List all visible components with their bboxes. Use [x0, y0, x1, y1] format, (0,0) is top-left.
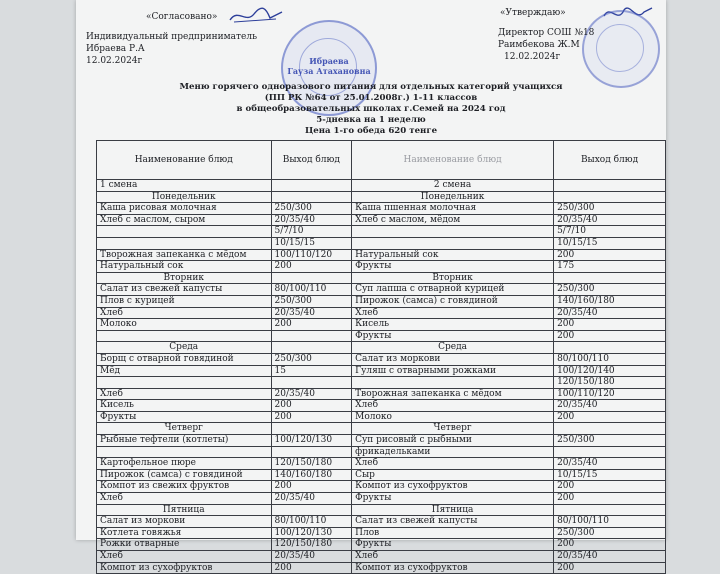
left-dish: Кисель: [97, 400, 272, 412]
right-dish: фрикадельками: [352, 446, 554, 458]
table-row: [97, 237, 666, 249]
right-yield: 5/7/10: [554, 226, 666, 238]
table-row: [97, 481, 666, 493]
right-dish: Четверг: [352, 423, 554, 435]
left-dish: Каша рисовая молочная: [97, 203, 272, 215]
left-yield: 5/7/10: [271, 226, 352, 238]
shift-right-empty: [554, 180, 666, 192]
right-dish: Гуляш с отварными рожками: [352, 365, 554, 377]
right-yield: 80/100/110: [554, 353, 666, 365]
right-yield: 20/35/40: [554, 551, 666, 563]
left-dish: [97, 330, 272, 342]
left-yield: 20/35/40: [271, 307, 352, 319]
table-row: [97, 307, 666, 319]
left-dish: Пирожок (самса) с говядиной: [97, 469, 272, 481]
right-yield: 200: [554, 562, 666, 574]
left-yield: 20/35/40: [271, 214, 352, 226]
right-yield: 200: [554, 411, 666, 423]
right-dish: Натуральный сок: [352, 249, 554, 261]
left-yield: [271, 342, 352, 354]
left-yield: 120/150/180: [271, 539, 352, 551]
left-dish: [97, 377, 272, 389]
right-dish: Хлеб с маслом, мёдом: [352, 214, 554, 226]
table-row: [97, 400, 666, 412]
right-yield: 20/35/40: [554, 400, 666, 412]
title-line2: (ПП РК №64 от 25.01.2008г.) 1-11 классов: [264, 93, 478, 103]
right-dish: Фрукты: [352, 539, 554, 551]
right-yield: 140/160/180: [554, 295, 666, 307]
left-dish: Салат из свежей капусты: [97, 284, 272, 296]
right-dish: Сыр: [352, 469, 554, 481]
left-yield: 100/110/120: [271, 249, 352, 261]
table-row: [97, 388, 666, 400]
right-yield: [554, 423, 666, 435]
left-signature-icon: [226, 4, 286, 26]
title-line4: 5-дневка на 1 неделю: [316, 115, 426, 125]
table-header-row: [97, 141, 666, 180]
left-dish: Фрукты: [97, 411, 272, 423]
right-dish: Фрукты: [352, 493, 554, 505]
left-line1: Индивидуальный предприниматель: [86, 32, 257, 42]
left-yield: 80/100/110: [271, 284, 352, 296]
left-dish: [97, 237, 272, 249]
left-yield: 140/160/180: [271, 469, 352, 481]
right-dish: Вторник: [352, 272, 554, 284]
left-dish: Четверг: [97, 423, 272, 435]
right-line1: Директор СОШ №18: [498, 28, 595, 38]
shift-left: 1 смена: [97, 180, 272, 192]
table-row: [97, 435, 666, 447]
menu-table: [96, 140, 666, 574]
left-yield: [271, 377, 352, 389]
right-dish: [352, 237, 554, 249]
right-line2: Раимбекова Ж.М: [498, 40, 580, 50]
left-yield: 200: [271, 562, 352, 574]
day-row: [97, 423, 666, 435]
right-yield: 200: [554, 319, 666, 331]
right-dish: Хлеб: [352, 551, 554, 563]
table-row: [97, 319, 666, 331]
agreed-label: «Согласовано»: [146, 12, 218, 22]
right-stamp: [582, 10, 660, 88]
left-line3: 12.02.2024г: [86, 56, 143, 66]
left-dish: Понедельник: [97, 191, 272, 203]
left-dish: Натуральный сок: [97, 261, 272, 273]
left-dish: Мёд: [97, 365, 272, 377]
left-dish: Салат из моркови: [97, 516, 272, 528]
table-row: [97, 469, 666, 481]
right-dish: Суп лапша с отварной курицей: [352, 284, 554, 296]
left-yield: 15: [271, 365, 352, 377]
title-line1: Меню горячего одноразового питания для отдельных категорий учащихся: [179, 82, 563, 92]
right-yield: 250/300: [554, 435, 666, 447]
table-row: [97, 493, 666, 505]
left-dish: Хлеб с маслом, сыром: [97, 214, 272, 226]
day-row: [97, 191, 666, 203]
right-dish: Молоко: [352, 411, 554, 423]
left-dish: Рыбные тефтели (котлеты): [97, 435, 272, 447]
right-yield: 175: [554, 261, 666, 273]
left-dish: Плов с курицей: [97, 295, 272, 307]
left-dish: Хлеб: [97, 551, 272, 563]
left-yield: 80/100/110: [271, 516, 352, 528]
right-yield: 200: [554, 249, 666, 261]
table-row: [97, 562, 666, 574]
table-row: [97, 516, 666, 528]
left-yield: 20/35/40: [271, 388, 352, 400]
left-dish: [97, 446, 272, 458]
left-dish: Компот из сухофруктов: [97, 562, 272, 574]
right-dish: Хлеб: [352, 307, 554, 319]
left-yield: 100/120/130: [271, 435, 352, 447]
left-dish: Котлета говяжья: [97, 527, 272, 539]
left-dish: Среда: [97, 342, 272, 354]
right-dish: Творожная запеканка с мёдом: [352, 388, 554, 400]
table-row: [97, 203, 666, 215]
right-dish: Фрукты: [352, 261, 554, 273]
left-yield: 250/300: [271, 295, 352, 307]
left-yield: 250/300: [271, 203, 352, 215]
stamp-text-2: Гауза Атахановна: [287, 66, 371, 76]
table-row: [97, 284, 666, 296]
table-row: [97, 330, 666, 342]
right-yield: 100/110/120: [554, 388, 666, 400]
right-dish: Компот из сухофруктов: [352, 481, 554, 493]
right-line3: 12.02.2024г: [504, 52, 561, 62]
left-yield: 200: [271, 411, 352, 423]
right-dish: Плов: [352, 527, 554, 539]
left-dish: Хлеб: [97, 307, 272, 319]
left-dish: Хлеб: [97, 388, 272, 400]
right-dish: [352, 377, 554, 389]
right-yield: 10/15/15: [554, 469, 666, 481]
shift-left-empty: [271, 180, 352, 192]
right-dish: Салат из моркови: [352, 353, 554, 365]
left-yield: [271, 330, 352, 342]
right-dish: Хлеб: [352, 400, 554, 412]
left-yield: [271, 423, 352, 435]
left-yield: 250/300: [271, 353, 352, 365]
right-yield: 120/150/180: [554, 377, 666, 389]
left-dish: Хлеб: [97, 493, 272, 505]
table-row: [97, 226, 666, 238]
approved-label: «Утверждаю»: [500, 8, 566, 18]
right-yield: 250/300: [554, 203, 666, 215]
right-dish: Пирожок (самса) с говядиной: [352, 295, 554, 307]
left-yield: 200: [271, 481, 352, 493]
shift-row: [97, 180, 666, 192]
stamp-text-1: Ибраева: [309, 56, 349, 66]
right-yield: 20/35/40: [554, 214, 666, 226]
left-yield: 20/35/40: [271, 493, 352, 505]
left-dish: Пятница: [97, 504, 272, 516]
left-dish: Творожная запеканка с мёдом: [97, 249, 272, 261]
right-dish: [352, 226, 554, 238]
right-yield: 200: [554, 330, 666, 342]
right-yield: [554, 272, 666, 284]
right-dish: Кисель: [352, 319, 554, 331]
right-yield: [554, 504, 666, 516]
col-yield-right-header: Выход блюд: [554, 141, 666, 180]
left-dish: Вторник: [97, 272, 272, 284]
left-yield: 100/120/130: [271, 527, 352, 539]
right-yield: 100/120/140: [554, 365, 666, 377]
shift-right: 2 смена: [352, 180, 554, 192]
left-yield: 10/15/15: [271, 237, 352, 249]
day-row: [97, 504, 666, 516]
table-row: [97, 446, 666, 458]
table-row: [97, 458, 666, 470]
left-dish: Картофельное пюре: [97, 458, 272, 470]
right-dish: Пятница: [352, 504, 554, 516]
right-dish: Суп рисовый с рыбными: [352, 435, 554, 447]
right-yield: 200: [554, 539, 666, 551]
col-name-right-header: Наименование блюд: [352, 141, 554, 180]
left-yield: 200: [271, 400, 352, 412]
table-row: [97, 249, 666, 261]
right-dish: Компот из сухофруктов: [352, 562, 554, 574]
left-dish: Компот из свежих фруктов: [97, 481, 272, 493]
left-yield: 20/35/40: [271, 551, 352, 563]
right-yield: 200: [554, 481, 666, 493]
col-yield-header: Выход блюд: [271, 141, 352, 180]
right-yield: 250/300: [554, 284, 666, 296]
right-yield: 250/300: [554, 527, 666, 539]
day-row: [97, 272, 666, 284]
left-dish: Рожки отварные: [97, 539, 272, 551]
left-yield: 200: [271, 261, 352, 273]
title-line5: Цена 1-го обеда 620 тенге: [304, 126, 438, 136]
right-dish: Понедельник: [352, 191, 554, 203]
right-yield: 20/35/40: [554, 307, 666, 319]
left-yield: 200: [271, 319, 352, 331]
table-row: [97, 377, 666, 389]
left-dish: [97, 226, 272, 238]
left-yield: [271, 191, 352, 203]
right-yield: 200: [554, 493, 666, 505]
day-row: [97, 342, 666, 354]
table-row: [97, 214, 666, 226]
table-row: [97, 353, 666, 365]
right-yield: [554, 191, 666, 203]
left-yield: [271, 272, 352, 284]
right-yield: [554, 342, 666, 354]
table-row: [97, 295, 666, 307]
right-dish: Салат из свежей капусты: [352, 516, 554, 528]
right-yield: [554, 446, 666, 458]
table-row: [97, 411, 666, 423]
right-dish: Каша пшенная молочная: [352, 203, 554, 215]
title-line3: в общеобразовательных школах г.Семей на 2024 год: [236, 104, 506, 114]
left-yield: [271, 504, 352, 516]
right-yield: 80/100/110: [554, 516, 666, 528]
left-yield: 120/150/180: [271, 458, 352, 470]
table-row: [97, 539, 666, 551]
table-row: [97, 527, 666, 539]
table-row: [97, 365, 666, 377]
right-yield: 20/35/40: [554, 458, 666, 470]
left-line2: Ибраева Р.А: [86, 44, 145, 54]
menu-document: [76, 0, 666, 573]
right-yield: 10/15/15: [554, 237, 666, 249]
table-row: [97, 551, 666, 563]
right-dish: Фрукты: [352, 330, 554, 342]
left-dish: Борщ с отварной говядиной: [97, 353, 272, 365]
left-dish: Молоко: [97, 319, 272, 331]
right-dish: Среда: [352, 342, 554, 354]
right-dish: Хлеб: [352, 458, 554, 470]
left-yield: [271, 446, 352, 458]
table-row: [97, 261, 666, 273]
col-name-header: Наименование блюд: [97, 141, 272, 180]
